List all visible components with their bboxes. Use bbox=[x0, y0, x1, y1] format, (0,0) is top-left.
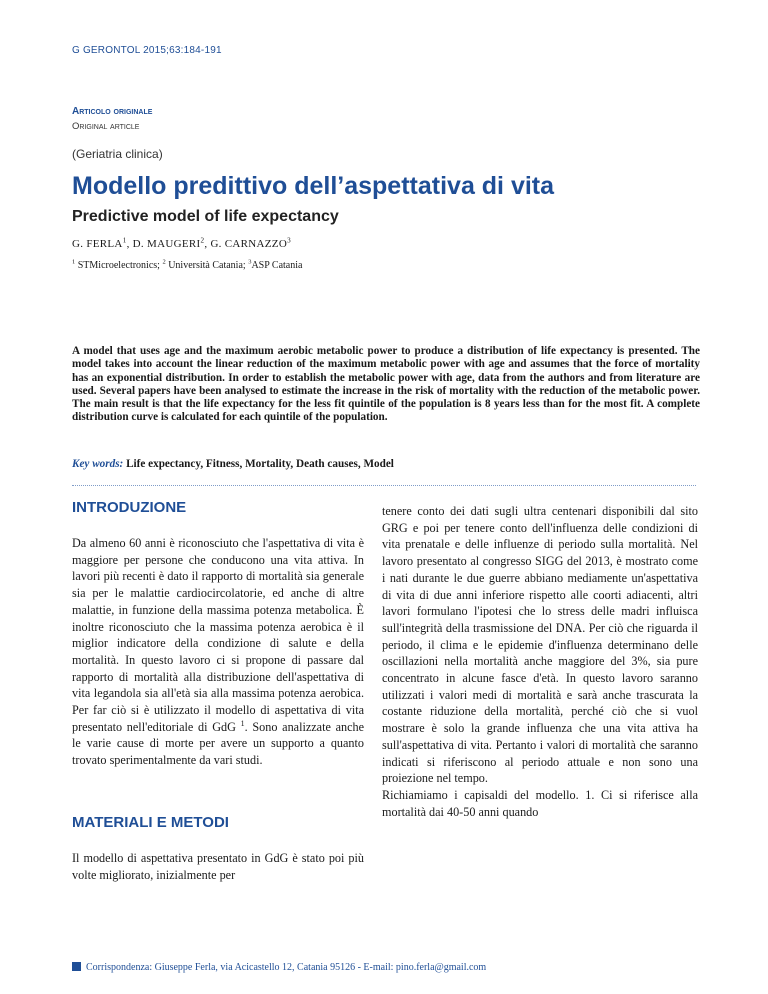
affiliation: ASP Catania bbox=[251, 260, 303, 271]
square-bullet-icon bbox=[72, 962, 81, 971]
article-title: Modello predittivo dell’aspettativa di vita bbox=[72, 172, 555, 200]
abstract: A model that uses age and the maximum aerobic metabolic power to produce a distribution of life expectancy is presented. The model takes into account the linear reduction of the maximum metabolic power with age and assumes that the force of mortality has an exponential distribution. In order to establish the metabolic power with age, data from the authors and from literature are used. Several papers have been analysed to estimate the increase in the risk of mortality with the reduction of the metabolic power. The main result is that the life expectancy for the less fit quintile of the population is 8 years less than for the most fit. A complete distribution curve is calculated for each quintile of the population. bbox=[72, 345, 700, 424]
author-list: G. FERLA$^1$, D. MAUGERI$^2$, G. CARNAZZO$^3$ bbox=[72, 236, 291, 250]
affiliation-mark: 1 bbox=[72, 258, 76, 266]
author-name: G. FERLA bbox=[72, 238, 123, 250]
keywords-label: Key words: bbox=[72, 458, 124, 470]
affiliation-mark: 3 bbox=[248, 258, 252, 266]
introduction-paragraph bbox=[72, 535, 364, 769]
left-column bbox=[72, 500, 364, 883]
methods-heading: MATERIALI E METODI bbox=[72, 813, 229, 831]
affiliation: STMicroelectronics; bbox=[75, 260, 163, 271]
body-paragraph: Richiamiamo i capisaldi del modello. 1. Ci si riferisce alla mortalità dai 40-50 anni quando bbox=[382, 787, 698, 819]
author-name: D. MAUGERI bbox=[132, 238, 201, 250]
methods-paragraph: Il modello di aspettativa presentato in GdG è stato poi più volte migliorato, inizialmente per bbox=[72, 850, 364, 882]
citation-mark: 1 bbox=[240, 718, 245, 728]
section-divider bbox=[72, 485, 696, 486]
introduction-text: Da almeno 60 anni è riconosciuto che l'aspettativa di vita è maggiore per persone che conducono una vita attiva. In lavori più recenti è dato il rapporto di mortalità sia generale sia per le malattie cardiocircolatorie, ed anche di altre malattie, in funzione della massima potenza metabolica. È inoltre riconosciuto che la massima potenza aerobica è il miglior indicatore della condizione di salute e della mortalità. In questo lavoro ci si propone di passare dal rapporto di mortalità alla distribuzione dell'aspettativa di vita legandola sia all'età sia alla massima potenza aerobica. Per far ciò si è utilizzato il modello di aspettativa di vita presentato nell'editoriale di GdG bbox=[72, 536, 364, 734]
journal-reference: G GERONTOL 2015;63:184-191 bbox=[72, 45, 222, 56]
affiliation-list bbox=[72, 260, 302, 271]
section-category: (Geriatria clinica) bbox=[72, 147, 163, 161]
article-type: Articolo originale bbox=[72, 106, 153, 117]
author-affiliation-mark: 2 bbox=[200, 236, 205, 245]
affiliation-mark: 2 bbox=[162, 258, 166, 266]
article-type-english: Original article bbox=[72, 121, 140, 132]
affiliation: Università Catania; bbox=[165, 260, 249, 271]
author-affiliation-mark: 3 bbox=[287, 236, 291, 245]
author-name: G. CARNAZZO bbox=[210, 238, 288, 250]
introduction-heading: INTRODUZIONE bbox=[72, 499, 187, 516]
correspondence-text: Corrispondenza: Giuseppe Ferla, via Acicastello 12, Catania 95126 - E-mail: pino.ferla@gmail.com bbox=[86, 962, 487, 973]
article-subtitle: Predictive model of life expectancy bbox=[72, 208, 339, 225]
correspondence-footer bbox=[72, 962, 486, 973]
introduction-text-end: . Sono analizzate anche le varie cause di morte per avere un supporto a quanto trovato sperimentalmente da vari studi. bbox=[72, 719, 365, 768]
keywords-text: Life expectancy, Fitness, Mortality, Death causes, Model bbox=[123, 458, 394, 470]
author-affiliation-mark: 1 bbox=[122, 236, 127, 245]
keywords bbox=[72, 458, 394, 470]
right-column bbox=[382, 503, 698, 820]
body-paragraph: tenere conto dei dati sugli ultra centenari disponibili dal sito GRG e poi per tenere conto dell'influenza delle condizioni di vita prenatale e delle influenze di periodo sulla mortalità. Nel lavoro presentato al congresso SIGG del 2013, è mostrato come i nati durante le due guerre abbiano mediamente un'aspettativa di vita di due anni inferiore rispetto alle coorti adiacenti, altri lavori formulano l'ipotesi che lo stress delle madri influisca sull'integrità della trasmissione del DNA. Per ciò che riguarda il periodo, il clima e le epidemie d'influenza determinano delle oscillazioni nella mortalità anche maggiore del 3%, sia pure concentrato in alcune fasce d'età. In questo lavoro saranno utilizzati i valori medi di mortalità e sarà anche trascurata la costante riduzione della mortalità, perché ciò che si vuol mostrare è solo la grande influenza che una vita attiva ha sull'aspettativa di vita. Pertanto i valori di mortalità che saranno indicati si riferiscono al periodo attuale e non sono una proiezione nel tempo. bbox=[382, 504, 698, 786]
